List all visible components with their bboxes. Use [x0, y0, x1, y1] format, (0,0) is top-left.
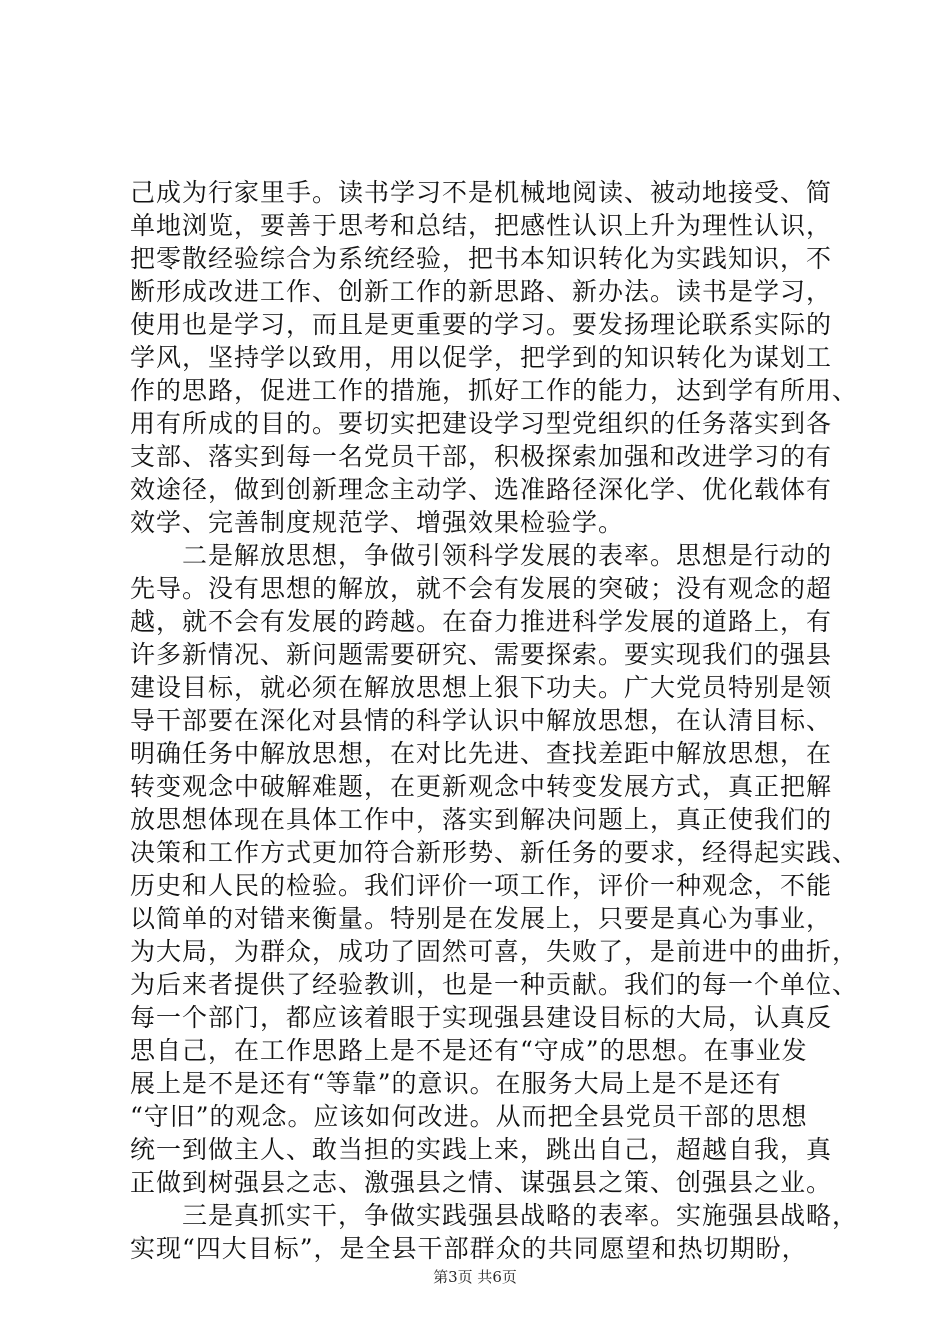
text-line: 决策和工作方式更加符合新形势、新任务的要求，经得起实践、 [130, 838, 859, 867]
body-text [130, 176, 859, 1265]
text-line: 三是真抓实干，争做实践强县战略的表率。实施强县战略， [130, 1201, 859, 1230]
text-line: 单地浏览，要善于思考和总结，把感性认识上升为理性认识， [130, 211, 833, 240]
text-line: 效途径，做到创新理念主动学、选准路径深化学、优化载体有 [130, 475, 833, 504]
text-line: “守旧”的观念。应该如何改进。从而把全县党员干部的思想 [130, 1102, 808, 1131]
text-line: 每一个部门，都应该着眼于实现强县建设目标的大局，认真反 [130, 1003, 833, 1032]
text-line: 支部、落实到每一名党员干部，积极探索加强和改进学习的有 [130, 442, 833, 471]
text-line: 明确任务中解放思想，在对比先进、查找差距中解放思想，在 [130, 739, 833, 768]
text-line: 以简单的对错来衡量。特别是在发展上，只要是真心为事业， [130, 904, 833, 933]
text-line: 放思想体现在具体工作中，落实到解决问题上，真正使我们的 [130, 805, 833, 834]
text-line: 把零散经验综合为系统经验，把书本知识转化为实践知识，不 [130, 244, 833, 273]
page-footer: 第3页 共6页 [433, 1268, 517, 1286]
text-line: 越，就不会有发展的跨越。在奋力推进科学发展的道路上，有 [130, 607, 833, 636]
text-line: 使用也是学习，而且是更重要的学习。要发扬理论联系实际的 [130, 310, 833, 339]
text-line: 为大局，为群众，成功了固然可喜，失败了，是前进中的曲折， [130, 937, 859, 966]
text-line: 为后来者提供了经验教训，也是一种贡献。我们的每一个单位、 [130, 970, 859, 999]
text-line: 思自己，在工作思路上是不是还有“守成”的思想。在事业发 [130, 1036, 808, 1065]
text-line: 转变观念中破解难题，在更新观念中转变发展方式，真正把解 [130, 772, 833, 801]
text-line: 统一到做主人、敢当担的实践上来，跳出自己，超越自我，真 [130, 1135, 833, 1164]
text-line: 建设目标，就必须在解放思想上狠下功夫。广大党员特别是领 [130, 673, 833, 702]
text-line: 先导。没有思想的解放，就不会有发展的突破；没有观念的超 [130, 574, 833, 603]
text-line: 效学、完善制度规范学、增强效果检验学。 [130, 508, 625, 537]
text-line: 二是解放思想，争做引领科学发展的表率。思想是行动的 [130, 541, 833, 570]
text-line: 实现“四大目标”，是全县干部群众的共同愿望和热切期盼， [130, 1234, 808, 1263]
text-line: 学风，坚持学以致用，用以促学，把学到的知识转化为谋划工 [130, 343, 833, 372]
text-line: 许多新情况、新问题需要研究、需要探索。要实现我们的强县 [130, 640, 833, 669]
text-line: 己成为行家里手。读书学习不是机械地阅读、被动地接受、简 [130, 178, 833, 207]
text-line: 作的思路，促进工作的措施，抓好工作的能力，达到学有所用、 [130, 376, 859, 405]
text-line: 断形成改进工作、创新工作的新思路、新办法。读书是学习， [130, 277, 833, 306]
text-line: 历史和人民的检验。我们评价一项工作，评价一种观念，不能 [130, 871, 833, 900]
text-line: 导干部要在深化对县情的科学认识中解放思想，在认清目标、 [130, 706, 833, 735]
text-line: 展上是不是还有“等靠”的意识。在服务大局上是不是还有 [130, 1069, 782, 1098]
text-line: 用有所成的目的。要切实把建设学习型党组织的任务落实到各 [130, 409, 833, 438]
text-line: 正做到树强县之志、激强县之情、谋强县之策、创强县之业。 [130, 1168, 833, 1197]
